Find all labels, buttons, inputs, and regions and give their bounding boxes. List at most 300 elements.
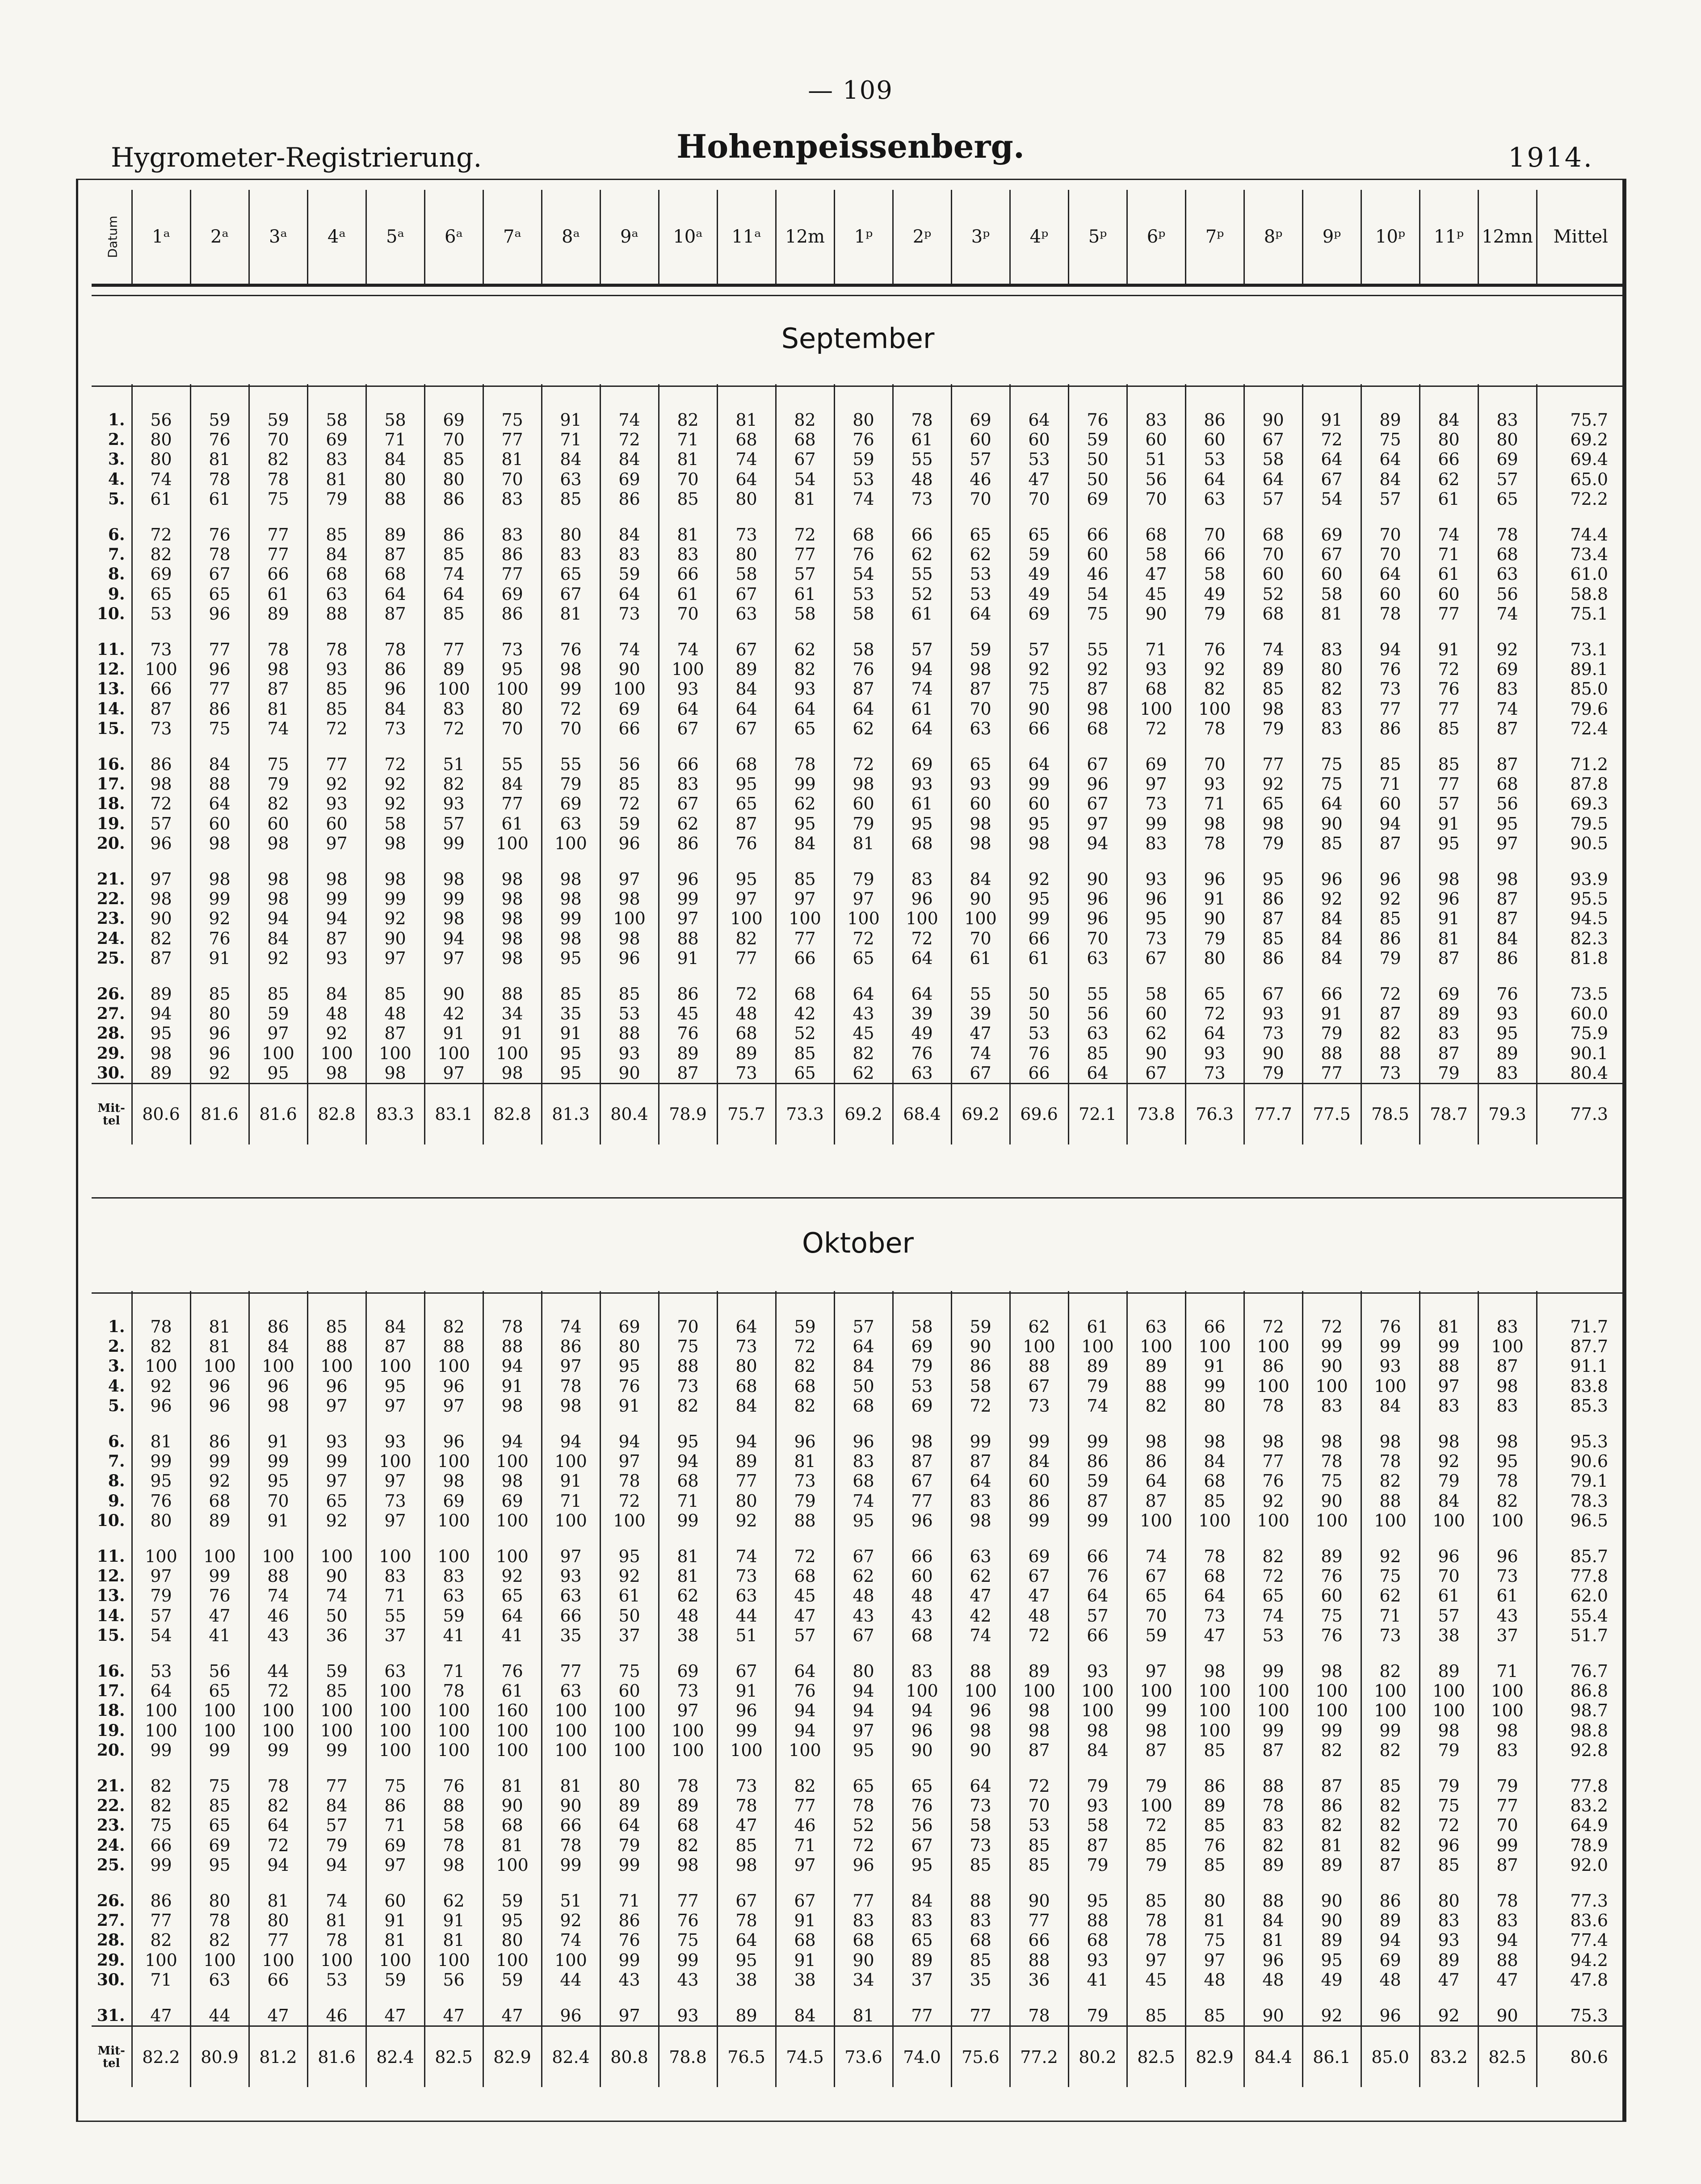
humidity-cell: 92 (190, 909, 249, 928)
spacer-cell (249, 738, 307, 755)
day-label: 21. (97, 870, 125, 889)
humidity-cell: 82 (132, 545, 190, 564)
spacer-cell (951, 1530, 1010, 1547)
spacer-cell (1185, 1530, 1244, 1547)
table-row (92, 489, 1624, 509)
spacer-cell (659, 853, 717, 869)
daily-mean-cell: 75.3 (1537, 2006, 1624, 2026)
humidity-cell: 68 (776, 1376, 834, 1396)
humidity-cell: 76 (424, 1776, 483, 1796)
humidity-cell: 67 (1244, 430, 1302, 449)
humidity-cell: 73 (1244, 1023, 1302, 1043)
humidity-cell: 73 (717, 1566, 776, 1586)
humidity-cell: 90 (1068, 869, 1127, 889)
humidity-cell: 76 (190, 929, 249, 948)
humidity-cell: 84 (190, 755, 249, 774)
hourly-mean-cell: 80.8 (600, 2026, 659, 2088)
humidity-cell: 100 (951, 1681, 1010, 1701)
humidity-cell: 67 (717, 1891, 776, 1911)
humidity-cell: 98 (1244, 814, 1302, 834)
humidity-cell: 47 (190, 1606, 249, 1626)
humidity-cell: 57 (1420, 1606, 1478, 1626)
humidity-cell: 60 (1068, 545, 1127, 564)
table-row (92, 1566, 1624, 1586)
spacer-cell (1127, 1990, 1185, 2006)
day-label: 15. (97, 1626, 125, 1645)
column-header: 11ᵖ (1420, 190, 1478, 285)
humidity-cell: 82 (1302, 1815, 1361, 1835)
humidity-cell: 75 (1185, 1930, 1244, 1950)
spacer-cell (1068, 509, 1127, 525)
humidity-cell: 38 (659, 1626, 717, 1645)
day-label: 11. (97, 640, 125, 659)
humidity-cell: 99 (1244, 1721, 1302, 1740)
spacer-cell (1420, 1760, 1478, 1776)
spacer-cell (600, 1416, 659, 1432)
humidity-cell: 58 (776, 604, 834, 624)
humidity-cell: 95 (717, 869, 776, 889)
spacer-cell (659, 1990, 717, 2006)
daily-mean-cell: 90.5 (1537, 834, 1624, 853)
spacer-cell (1302, 1530, 1361, 1547)
humidity-cell: 100 (1185, 1681, 1244, 1701)
humidity-cell: 96 (542, 2006, 600, 2026)
humidity-cell: 77 (1302, 1063, 1361, 1084)
humidity-cell: 72 (776, 525, 834, 545)
spacer-cell (834, 853, 893, 869)
humidity-cell: 92 (1244, 774, 1302, 794)
humidity-cell: 88 (776, 1511, 834, 1530)
spacer-cell (542, 853, 600, 869)
humidity-cell: 48 (834, 1586, 893, 1606)
humidity-cell: 72 (307, 719, 366, 738)
spacer-cell (366, 1760, 424, 1776)
humidity-cell: 56 (1068, 1004, 1127, 1023)
humidity-cell: 100 (132, 659, 190, 679)
humidity-cell: 74 (893, 679, 951, 699)
day-label: 5. (108, 489, 125, 508)
humidity-cell: 78 (1302, 1451, 1361, 1471)
humidity-cell: 98 (190, 869, 249, 889)
humidity-cell: 67 (1127, 948, 1185, 968)
humidity-cell: 95 (834, 1511, 893, 1530)
humidity-cell: 67 (1244, 984, 1302, 1004)
humidity-cell: 85 (366, 984, 424, 1004)
day-label: 3. (108, 1357, 125, 1376)
humidity-cell: 89 (1361, 1911, 1420, 1930)
spacer-cell (307, 1416, 366, 1432)
humidity-cell: 61 (1420, 1586, 1478, 1606)
humidity-cell: 73 (1185, 1063, 1244, 1084)
humidity-cell: 76 (1361, 659, 1420, 679)
humidity-cell: 87 (1010, 1740, 1068, 1760)
humidity-cell: 90 (951, 1740, 1010, 1760)
humidity-cell: 89 (190, 1511, 249, 1530)
hourly-mean-cell: 78.9 (659, 1084, 717, 1145)
humidity-cell: 89 (1068, 1356, 1127, 1376)
humidity-cell: 38 (776, 1970, 834, 1990)
daily-mean-cell: 95.3 (1537, 1432, 1624, 1451)
spacer-cell (893, 1530, 951, 1547)
humidity-cell: 85 (1244, 679, 1302, 699)
humidity-cell: 100 (307, 1950, 366, 1970)
humidity-cell: 85 (659, 489, 717, 509)
spacer-cell (249, 853, 307, 869)
humidity-cell: 66 (249, 1970, 307, 1990)
humidity-cell: 100 (659, 1740, 717, 1760)
humidity-cell: 44 (249, 1661, 307, 1681)
humidity-cell: 68 (307, 564, 366, 584)
spacer-cell (1185, 738, 1244, 755)
humidity-cell: 84 (1185, 1451, 1244, 1471)
humidity-cell: 58 (1302, 584, 1361, 604)
humidity-cell: 83 (424, 1566, 483, 1586)
humidity-cell: 80 (1478, 430, 1537, 449)
humidity-cell: 76 (1302, 1566, 1361, 1586)
humidity-cell: 71 (542, 1491, 600, 1511)
humidity-cell: 99 (659, 1511, 717, 1530)
humidity-cell: 96 (893, 1721, 951, 1740)
spacer-cell (951, 1760, 1010, 1776)
spacer-cell (483, 1990, 542, 2006)
humidity-cell: 95 (1478, 1023, 1537, 1043)
humidity-cell: 77 (1420, 699, 1478, 719)
humidity-cell: 53 (1185, 449, 1244, 469)
humidity-cell: 68 (1068, 719, 1127, 738)
humidity-cell: 98 (249, 834, 307, 853)
humidity-cell: 66 (1302, 984, 1361, 1004)
humidity-cell: 76 (1185, 640, 1244, 659)
spacer-cell (483, 624, 542, 640)
spacer-cell (483, 853, 542, 869)
humidity-cell: 45 (1127, 1970, 1185, 1990)
humidity-cell: 84 (1420, 384, 1478, 430)
spacer-cell (366, 624, 424, 640)
humidity-cell: 65 (1244, 794, 1302, 813)
humidity-cell: 83 (483, 525, 542, 545)
humidity-cell: 94 (249, 1855, 307, 1875)
humidity-cell: 87 (1068, 1491, 1127, 1511)
humidity-cell: 64 (659, 699, 717, 719)
humidity-cell: 91 (1185, 889, 1244, 909)
humidity-cell: 43 (600, 1970, 659, 1990)
humidity-cell: 72 (1010, 1776, 1068, 1796)
humidity-cell: 70 (424, 430, 483, 449)
spacer-cell (483, 509, 542, 525)
humidity-cell: 63 (717, 604, 776, 624)
humidity-cell: 48 (1361, 1970, 1420, 1990)
spacer-cell (1302, 1875, 1361, 1891)
humidity-cell: 86 (132, 755, 190, 774)
humidity-cell: 90 (1127, 1044, 1185, 1063)
humidity-cell: 100 (424, 1740, 483, 1760)
table-row (92, 659, 1624, 679)
humidity-cell: 71 (600, 1891, 659, 1911)
column-header-datum-label: Datum (105, 215, 120, 258)
spacer-cell (776, 624, 834, 640)
table-row (92, 719, 1624, 738)
humidity-cell: 58 (834, 640, 893, 659)
spacer-cell (542, 1416, 600, 1432)
humidity-cell: 100 (1478, 1511, 1537, 1530)
humidity-cell: 76 (776, 1681, 834, 1701)
humidity-cell: 100 (307, 1044, 366, 1063)
humidity-cell: 88 (424, 1796, 483, 1815)
humidity-cell: 79 (1068, 1376, 1127, 1396)
spacer-cell (366, 853, 424, 869)
humidity-cell: 98 (366, 869, 424, 889)
humidity-cell: 98 (600, 929, 659, 948)
humidity-cell: 67 (893, 1836, 951, 1855)
table-row (92, 1815, 1624, 1835)
humidity-cell: 79 (1127, 1776, 1185, 1796)
humidity-cell: 100 (893, 1681, 951, 1701)
humidity-cell: 46 (776, 1815, 834, 1835)
humidity-cell: 98 (483, 1396, 542, 1416)
day-label: 1. (108, 411, 125, 429)
humidity-cell: 95 (1010, 814, 1068, 834)
humidity-cell: 77 (190, 679, 249, 699)
humidity-cell: 64 (1361, 449, 1420, 469)
spacer-cell (1244, 509, 1302, 525)
hourly-mean-cell: 77.7 (1244, 1084, 1302, 1145)
spacer-cell (249, 624, 307, 640)
humidity-cell: 80 (717, 1356, 776, 1376)
humidity-cell: 91 (249, 1432, 307, 1451)
humidity-cell: 93 (307, 794, 366, 813)
humidity-cell: 99 (542, 679, 600, 699)
humidity-cell: 90 (307, 1566, 366, 1586)
humidity-cell: 78 (1478, 1891, 1537, 1911)
spacer-cell (1068, 1530, 1127, 1547)
humidity-cell: 86 (1127, 1451, 1185, 1471)
humidity-cell: 92 (307, 1511, 366, 1530)
hourly-mean-cell: 73.3 (776, 1084, 834, 1145)
spacer-cell (1537, 1760, 1624, 1776)
humidity-cell: 80 (717, 1491, 776, 1511)
humidity-cell: 87 (366, 545, 424, 564)
humidity-cell: 61 (1068, 1291, 1127, 1337)
humidity-cell: 73 (483, 640, 542, 659)
humidity-cell: 82 (424, 1291, 483, 1337)
spacer-cell (659, 1875, 717, 1891)
spacer-cell (1537, 1530, 1624, 1547)
humidity-cell: 83 (1478, 1291, 1537, 1337)
humidity-cell: 88 (483, 1337, 542, 1356)
humidity-cell: 50 (1010, 1004, 1068, 1023)
humidity-cell: 59 (483, 1891, 542, 1911)
humidity-cell: 95 (834, 1740, 893, 1760)
spacer-cell (483, 1875, 542, 1891)
humidity-cell: 82 (132, 1776, 190, 1796)
humidity-cell: 84 (1302, 929, 1361, 948)
humidity-cell: 66 (1068, 1626, 1127, 1645)
spacer-cell (132, 1760, 190, 1776)
spacer-cell (1478, 1875, 1537, 1891)
humidity-cell: 92 (483, 1566, 542, 1586)
humidity-cell: 85 (1420, 719, 1478, 738)
hourly-mean-cell: 81.6 (307, 2026, 366, 2088)
humidity-cell: 98 (483, 889, 542, 909)
humidity-cell: 70 (1010, 489, 1068, 509)
humidity-cell: 58 (1185, 564, 1244, 584)
humidity-cell: 64 (834, 984, 893, 1004)
spacer-cell (1185, 1875, 1244, 1891)
humidity-cell: 49 (1010, 564, 1068, 584)
humidity-cell: 77 (483, 430, 542, 449)
humidity-cell: 95 (1478, 1451, 1537, 1471)
humidity-cell: 58 (951, 1376, 1010, 1396)
spacer-cell (834, 1645, 893, 1661)
humidity-cell: 44 (542, 1970, 600, 1990)
daily-mean-cell: 83.6 (1537, 1911, 1624, 1930)
humidity-cell: 73 (659, 1376, 717, 1396)
spacer-cell (659, 1530, 717, 1547)
humidity-cell: 60 (1361, 794, 1420, 813)
humidity-cell: 49 (893, 1023, 951, 1043)
humidity-cell: 72 (951, 1396, 1010, 1416)
spacer-cell (1068, 1760, 1127, 1776)
humidity-cell: 94 (717, 1432, 776, 1451)
humidity-cell: 54 (1068, 584, 1127, 604)
humidity-cell: 98 (1185, 1661, 1244, 1681)
humidity-cell: 92 (1361, 889, 1420, 909)
humidity-cell: 83 (893, 869, 951, 889)
humidity-cell: 70 (249, 430, 307, 449)
humidity-cell: 62 (834, 719, 893, 738)
humidity-cell: 60 (1185, 430, 1244, 449)
spacer-cell (1361, 1875, 1420, 1891)
spacer-cell (307, 624, 366, 640)
humidity-cell: 61 (132, 489, 190, 509)
spacer-cell (1010, 1416, 1068, 1432)
spacer-cell (717, 1875, 776, 1891)
spacer-cell (92, 738, 132, 755)
humidity-cell: 86 (190, 699, 249, 719)
spacer-cell (834, 624, 893, 640)
humidity-cell: 67 (659, 719, 717, 738)
humidity-cell: 97 (366, 1511, 424, 1530)
humidity-cell: 59 (424, 1606, 483, 1626)
humidity-cell: 72 (1302, 1291, 1361, 1337)
table-row (92, 1721, 1624, 1740)
humidity-cell: 68 (1244, 604, 1302, 624)
humidity-cell: 76 (132, 1491, 190, 1511)
humidity-cell: 48 (366, 1004, 424, 1023)
humidity-cell: 99 (659, 1950, 717, 1970)
humidity-cell: 98 (249, 1396, 307, 1416)
humidity-cell: 56 (600, 755, 659, 774)
humidity-cell: 64 (717, 1291, 776, 1337)
humidity-cell: 76 (1302, 1626, 1361, 1645)
humidity-cell: 98 (1127, 1721, 1185, 1740)
daily-mean-cell: 89.1 (1537, 659, 1624, 679)
humidity-cell: 98 (717, 1855, 776, 1875)
humidity-cell: 62 (1127, 1023, 1185, 1043)
spacer-cell (1302, 853, 1361, 869)
humidity-cell: 79 (1127, 1855, 1185, 1875)
spacer-cell (1127, 853, 1185, 869)
humidity-cell: 61 (776, 584, 834, 604)
table-row (92, 449, 1624, 469)
humidity-cell: 90 (1302, 1891, 1361, 1911)
humidity-cell: 100 (1302, 1376, 1361, 1396)
humidity-cell: 61 (1010, 948, 1068, 968)
humidity-cell: 92 (1185, 659, 1244, 679)
humidity-cell: 53 (834, 584, 893, 604)
humidity-cell: 85 (1185, 1491, 1244, 1511)
monthly-mean-row (92, 2026, 1624, 2088)
humidity-cell: 100 (600, 679, 659, 699)
table-row (92, 525, 1624, 545)
humidity-cell: 86 (659, 984, 717, 1004)
humidity-cell: 68 (893, 1626, 951, 1645)
humidity-cell: 71 (366, 1815, 424, 1835)
humidity-cell: 98 (1420, 1432, 1478, 1451)
hourly-mean-cell: 80.4 (600, 1084, 659, 1145)
humidity-cell: 87 (249, 679, 307, 699)
spacer-cell (424, 853, 483, 869)
humidity-cell: 99 (776, 774, 834, 794)
humidity-cell: 83 (1302, 640, 1361, 659)
humidity-cell: 73 (1361, 679, 1420, 699)
humidity-cell: 81 (190, 1337, 249, 1356)
humidity-cell: 98 (424, 869, 483, 889)
humidity-cell: 94 (834, 1701, 893, 1720)
humidity-cell: 81 (190, 449, 249, 469)
humidity-cell: 74 (834, 1491, 893, 1511)
day-label: 27. (97, 1004, 125, 1023)
humidity-cell: 93 (600, 1044, 659, 1063)
daily-mean-cell: 79.1 (1537, 1471, 1624, 1491)
humidity-cell: 94 (600, 1432, 659, 1451)
monthly-mean-row (92, 1084, 1624, 1145)
humidity-cell: 90 (1302, 1491, 1361, 1511)
humidity-cell: 70 (542, 719, 600, 738)
humidity-cell: 84 (1302, 909, 1361, 928)
hourly-mean-cell: 72.1 (1068, 1084, 1127, 1145)
humidity-cell: 85 (1127, 1891, 1185, 1911)
humidity-cell: 54 (776, 469, 834, 489)
humidity-cell: 100 (600, 1721, 659, 1740)
humidity-cell: 93 (307, 1432, 366, 1451)
humidity-cell: 64 (1010, 384, 1068, 430)
humidity-cell: 80 (366, 469, 424, 489)
humidity-cell: 100 (307, 1356, 366, 1376)
daily-mean-cell: 61.0 (1537, 564, 1624, 584)
humidity-cell: 52 (776, 1023, 834, 1043)
day-label: 3. (108, 450, 125, 469)
humidity-cell: 64 (1068, 1063, 1127, 1084)
humidity-cell: 48 (893, 1586, 951, 1606)
humidity-cell: 97 (1127, 1661, 1185, 1681)
spacer-cell (717, 509, 776, 525)
humidity-cell: 94 (776, 1701, 834, 1720)
humidity-cell: 88 (1244, 1776, 1302, 1796)
humidity-cell: 77 (776, 929, 834, 948)
humidity-cell: 96 (1361, 869, 1420, 889)
spacer-cell (1537, 1645, 1624, 1661)
humidity-cell: 57 (951, 449, 1010, 469)
humidity-cell: 35 (542, 1004, 600, 1023)
day-label: 12. (97, 1567, 125, 1586)
humidity-cell: 95 (893, 814, 951, 834)
humidity-cell: 96 (190, 1396, 249, 1416)
humidity-cell: 78 (132, 1291, 190, 1337)
humidity-cell: 76 (659, 1023, 717, 1043)
hourly-mean-cell: 82.4 (542, 2026, 600, 2088)
humidity-cell: 86 (1361, 929, 1420, 948)
